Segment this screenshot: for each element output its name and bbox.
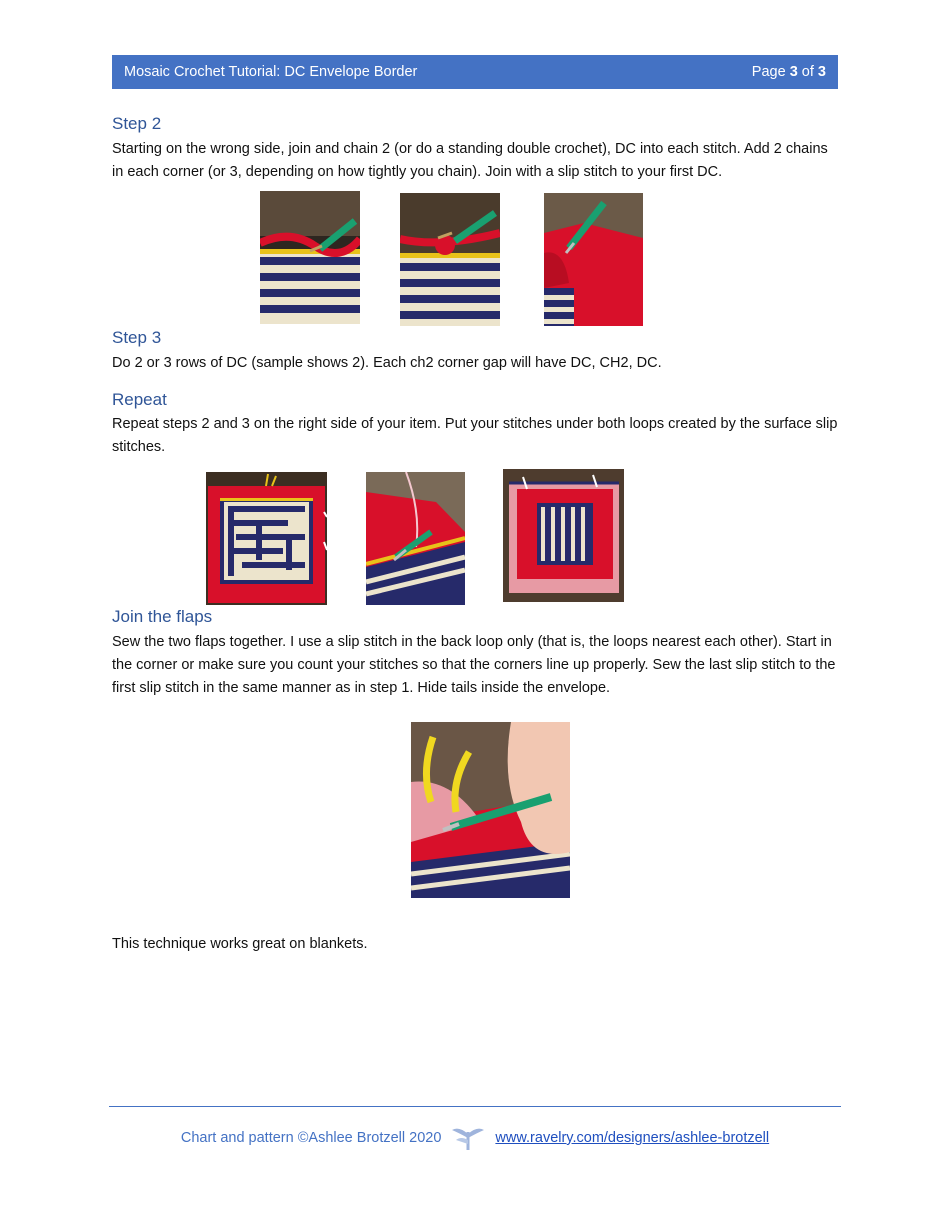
closing-text: This technique works great on blankets. [112,936,368,952]
repeat-photo-2 [366,472,465,605]
document-title: Mosaic Crochet Tutorial: DC Envelope Border [124,64,418,80]
repeat-photo-1 [206,472,327,605]
step-3-text: Do 2 or 3 rows of DC (sample shows 2). Each ch2 corner gap will have DC, CH2, DC. [112,355,662,371]
repeat-photo-3 [503,469,624,602]
step-3-heading: Step 3 [112,328,162,347]
page-header [112,55,838,89]
join-flaps-heading: Join the flaps [112,607,213,626]
repeat-heading: Repeat [112,390,167,409]
step-2-heading: Step 2 [112,114,162,133]
page-footer [0,1124,950,1152]
copyright-text: Chart and pattern ©Ashlee Brotzell 2020 [180,1130,442,1146]
step-2-photo-1 [260,191,360,324]
step-2-text: Starting on the wrong side, join and chain 2 (or do a standing double crochet), DC into each stitch. Add 2 chains in each corner (or 3, depending on how tightly you chain). Join with a slip stitch to your first DC. [112,141,828,180]
join-flaps-text: Sew the two flaps together. I use a slip stitch in the back loop only (that is, the loops nearest each other). Start in the corner or make sure you count your stitches so that the corners line up properly. Sew the last slip stitch to the first slip stitch in the same manner as in step 1. Hide tails inside the envelope. [112,634,836,696]
crochet-logo-icon [451,1124,485,1152]
page-counter: Page 3 of 3 [751,64,826,80]
step-2-photo-2 [400,193,500,326]
footer-divider [109,1106,841,1107]
repeat-text: Repeat steps 2 and 3 on the right side of your item. Put your stitches under both loops created by the surface slip stitches. [112,416,838,455]
join-flaps-photo [411,722,570,898]
step-2-photo-3 [544,193,643,326]
ravelry-link[interactable]: www.ravelry.com/designers/ashlee-brotzell [495,1130,770,1146]
